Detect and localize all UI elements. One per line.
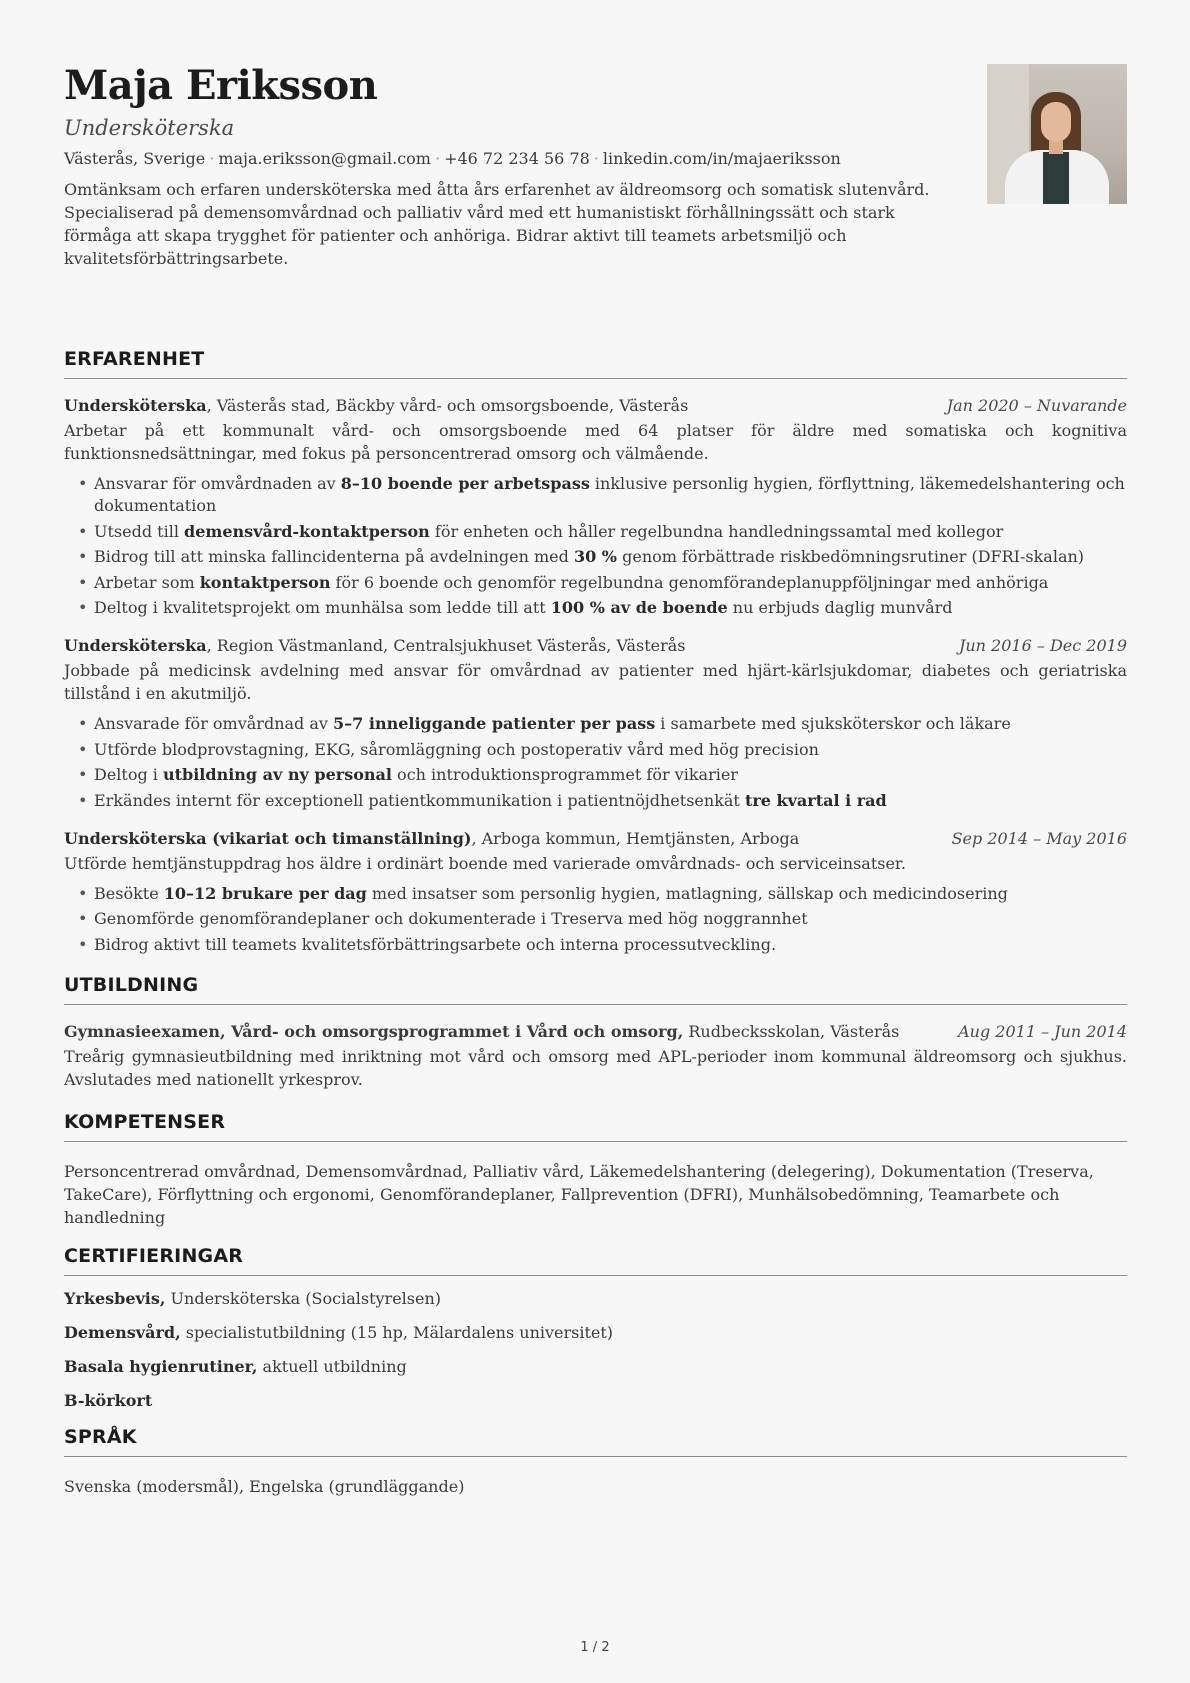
profile-photo [987,64,1127,204]
contact-phone[interactable]: +46 72 234 56 78 [444,149,590,168]
list-item: • Besökte 10–12 brukare per dag med insatser som personlig hygien, matlagning, sällskap och medicindosering [94,883,1127,905]
contact-separator: · [209,149,215,168]
job-entry [64,395,1127,619]
contact-separator: · [593,149,599,168]
education-title: Gymnasieexamen, Vård- och omsorgsprogrammet i Vård och omsorg, [64,1021,684,1041]
list-item: • Deltog i kvalitetsprojekt om munhälsa som ledde till att 100 % av de boende nu erbjuds daglig munvård [94,597,1127,619]
education-date: Aug 2011 – Jun 2014 [958,1021,1127,1041]
experience-heading: ERFARENHET [64,348,1127,379]
certifications-heading: CERTIFIERINGAR [64,1245,1127,1276]
list-item: • Utförde blodprovstagning, EKG, såromläggning och postoperativ vård med hög precision [94,739,1127,761]
certification-item: B-körkort [64,1390,153,1410]
job-employer: , Region Västmanland, Centralsjukhuset Västerås, Västerås [206,636,686,655]
candidate-name: Maja Eriksson [64,62,378,109]
experience-section [64,348,1127,956]
job-employer: , Arboga kommun, Hemtjänsten, Arboga [471,828,800,848]
list-item: • Erkändes internt för exceptionell patientkommunikation i patientnöjdhetsenkät tre kvartal i rad [94,790,1127,812]
education-heading: UTBILDNING [64,974,1127,1005]
list-item: • Deltog i utbildning av ny personal och introduktionsprogrammet för vikarier [94,764,1127,786]
contact-linkedin[interactable]: linkedin.com/in/majaeriksson [602,149,841,168]
job-bullets [64,883,1127,956]
job-entry [64,828,1127,956]
list-item: • Arbetar som kontaktperson för 6 boende och genomför regelbundna genomförandeplanuppföljningar med anhöriga [94,572,1127,594]
skills-section [64,1111,1127,1229]
job-employer: , Västerås stad, Bäckby vård- och omsorgsboende, Västerås [206,396,689,415]
list-item: • Utsedd till demensvård-kontaktperson för enheten och håller regelbundna handledningssamtal med kollegor [94,521,1127,543]
contact-line [64,148,1127,170]
job-title: Undersköterska [64,636,207,655]
job-description: Jobbade på medicinsk avdelning med ansvar för omvårdnad av patienter med hjärt-kärlsjukdomar, diabetes och geriatriska tillstånd i en akutmiljö. [64,661,1127,703]
certification-item: Demensvård, specialistutbildning (15 hp, Mälardalens universitet) [64,1322,614,1342]
job-date: Jan 2020 – Nuvarande [946,396,1127,415]
page-number: 1 / 2 [580,1640,610,1655]
certification-item: Basala hygienrutiner, aktuell utbildning [64,1356,407,1376]
profile-summary: Omtänksam och erfaren undersköterska med åtta års erfarenhet av äldreomsorg och somatisk slutenvård. Specialiserad på demensomvårdnad och palliativ vård med ett humanistiskt förhållningssätt och stark förmåga att skapa trygghet för patienter och anhöriga. Bidrar aktivt till teamets arbetsmiljö och kvalitetsförbättringsarbete. [64,180,930,268]
contact-email[interactable]: maja.eriksson@gmail.com [218,149,431,168]
education-description: Treårig gymnasieutbildning med inriktning mot vård och omsorg med APL-perioder inom kommunal äldreomsorg och sjukhus. Avslutades med nationellt yrkesprov. [64,1046,1127,1089]
education-section [64,974,1127,1091]
job-date: Sep 2014 – May 2016 [951,828,1127,848]
resume-header [64,58,1127,348]
job-entry [64,635,1127,812]
contact-location: Västerås, Sverige [64,149,206,168]
job-description: Arbetar på ett kommunalt vård- och omsorgsboende med 64 platser för äldre med somatiska och kognitiva funktionsnedsättningar, med fokus på personcentrerad omsorg och välmående. [64,421,1127,463]
job-title: Undersköterska [64,396,207,415]
list-item: • Ansvarade för omvårdnad av 5–7 inneliggande patienter per pass i samarbete med sjuksköterskor och läkare [94,713,1127,735]
skills-heading: KOMPETENSER [64,1111,1127,1142]
languages-list: Svenska (modersmål), Engelska (grundläggande) [64,1476,465,1496]
list-item: • Bidrog till att minska fallincidenterna på avdelningen med 30 % genom förbättrade riskbedömningsrutiner (DFRI-skalan) [94,546,1127,568]
job-description: Utförde hemtjänstuppdrag hos äldre i ordinärt boende med varierade omvårdnads- och serviceinsatser. [64,853,906,873]
job-bullets [64,473,1127,619]
list-item: • Ansvarar för omvårdnaden av 8–10 boende per arbetspass inklusive personlig hygien, förflyttning, läkemedelshantering och dokumentation [94,473,1127,517]
candidate-role: Undersköterska [64,116,235,140]
list-item: • Bidrog aktivt till teamets kvalitetsförbättringsarbete och interna processutveckling. [94,934,1127,956]
skills-list: Personcentrerad omvårdnad, Demensomvårdnad, Palliativ vård, Läkemedelshantering (delegering), Dokumentation (Treserva, TakeCare), Förflyttning och ergonomi, Genomförandeplaner, Fallprevention (DFRI), Munhälsobedömning, Teamarbete och handledning [64,1161,1094,1227]
languages-heading: SPRÅK [64,1426,1127,1457]
contact-separator: · [434,149,441,168]
education-school: Rudbecksskolan, Västerås [683,1021,900,1041]
certification-item: Yrkesbevis, Undersköterska (Socialstyrelsen) [64,1288,442,1308]
certifications-section [64,1245,1127,1412]
languages-section [64,1426,1127,1498]
job-date: Jun 2016 – Dec 2019 [958,636,1127,655]
list-item: • Genomförde genomförandeplaner och dokumenterade i Treserva med hög noggrannhet [94,908,1127,930]
education-entry [64,1021,1127,1043]
job-title: Undersköterska (vikariat och timanställning) [64,828,472,848]
job-bullets [64,713,1127,812]
resume-content [64,58,1127,1498]
